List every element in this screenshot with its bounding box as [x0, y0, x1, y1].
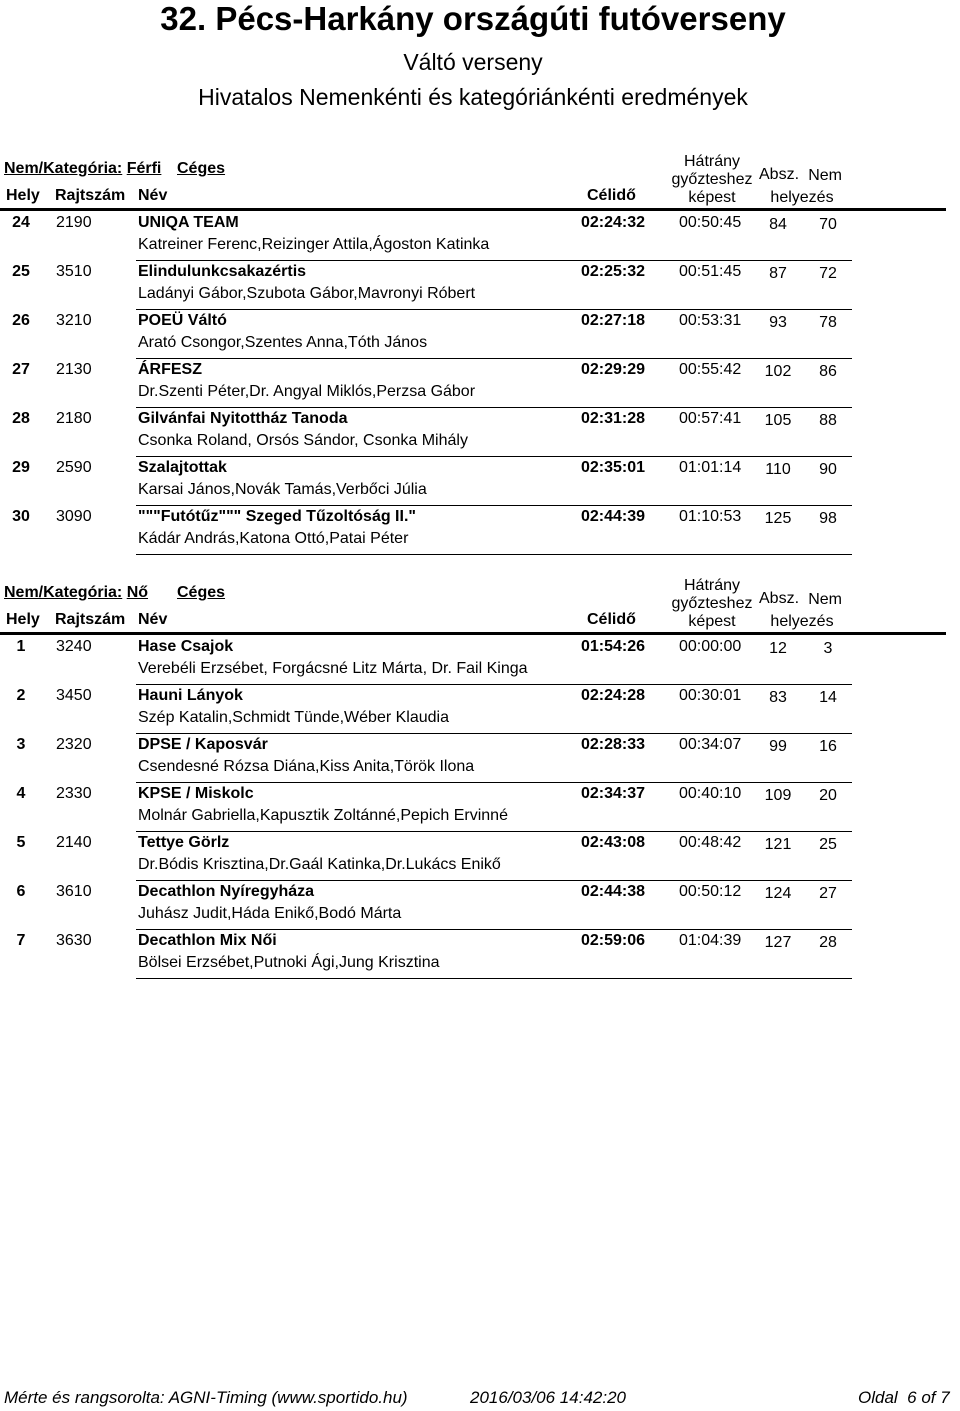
row-gender-place: 86	[819, 363, 837, 380]
table-row	[0, 361, 960, 410]
row-members: Juhász Judit,Háda Enikő,Bodó Márta	[138, 905, 402, 922]
row-place: 7	[16, 932, 26, 949]
row-team: """Futótűz""" Szeged Tűzoltóság II."	[138, 508, 416, 525]
row-divider	[136, 407, 852, 408]
row-bib: 3210	[56, 312, 92, 329]
row-bib: 3610	[56, 883, 92, 900]
col-header-behind	[662, 577, 762, 631]
row-team: KPSE / Miskolc	[138, 785, 254, 802]
row-bib: 3450	[56, 687, 92, 704]
table-row	[0, 736, 960, 785]
row-finish-time: 02:43:08	[581, 834, 646, 851]
row-place: 1	[16, 638, 26, 655]
row-behind: 00:40:10	[679, 785, 742, 802]
row-divider	[136, 880, 852, 881]
row-abs-place: 93	[769, 314, 787, 331]
footer-page-of: of	[921, 1388, 936, 1407]
row-behind: 00:50:12	[679, 883, 742, 900]
row-divider	[136, 782, 852, 783]
col-header-name: Név	[138, 187, 168, 204]
row-behind: 00:53:31	[679, 312, 742, 329]
category-header	[4, 160, 161, 178]
page-subtitle-2: Hivatalos Nemenkénti és kategóriánkénti eredmények	[198, 84, 748, 110]
row-place: 24	[12, 214, 30, 231]
row-gender-place: 72	[819, 265, 837, 282]
row-gender-place: 70	[819, 216, 837, 233]
table-row	[0, 932, 960, 981]
table-row	[0, 214, 960, 263]
row-finish-time: 02:29:29	[581, 361, 646, 378]
category-value: Férfi	[126, 160, 162, 177]
row-abs-place: 109	[764, 787, 792, 804]
row-finish-time: 02:31:28	[581, 410, 646, 427]
row-behind: 00:30:01	[679, 687, 742, 704]
row-gender-place: 78	[819, 314, 837, 331]
row-place: 27	[12, 361, 30, 378]
row-finish-time: 02:28:33	[581, 736, 646, 753]
row-members: Bölsei Erzsébet,Putnoki Ági,Jung Krisztina	[138, 954, 440, 971]
table-row	[0, 785, 960, 834]
table-row	[0, 638, 960, 687]
row-members: Kádár András,Katona Ottó,Patai Péter	[138, 530, 409, 547]
row-place: 29	[12, 459, 30, 476]
col-header-place: Hely	[6, 187, 40, 204]
row-divider	[136, 929, 852, 930]
table-row	[0, 508, 960, 557]
col-header-abs: Absz.	[759, 166, 800, 183]
row-team: Szalajtottak	[138, 459, 227, 476]
row-place: 5	[16, 834, 26, 851]
row-gender-place: 25	[819, 836, 837, 853]
col-header-gender-1: Nem	[808, 167, 842, 184]
table-row	[0, 459, 960, 508]
row-members: Molnár Gabriella,Kapusztik Zoltánné,Pepich Ervinné	[138, 807, 508, 824]
col-header-name: Név	[138, 611, 168, 628]
row-behind: 00:00:00	[679, 638, 742, 655]
row-members: Csonka Roland, Orsós Sándor, Csonka Mihály	[138, 432, 468, 449]
category-label: Nem/Kategória:	[4, 584, 123, 601]
table-row	[0, 883, 960, 932]
row-team: Decathlon Mix Női	[138, 932, 277, 949]
row-place: 26	[12, 312, 30, 329]
table-row	[0, 687, 960, 736]
col-header-bib: Rajtszám	[55, 187, 126, 204]
row-bib: 2180	[56, 410, 92, 427]
results-section-men	[0, 150, 960, 555]
header-rule	[0, 632, 946, 635]
row-behind: 00:51:45	[679, 263, 742, 280]
col-header-behind-1: Hátrány	[683, 577, 741, 594]
row-place: 4	[16, 785, 26, 802]
row-abs-place: 99	[769, 738, 787, 755]
row-gender-place: 28	[819, 934, 837, 951]
row-bib: 3240	[56, 638, 92, 655]
col-header-gender-2: helyezés	[770, 189, 834, 206]
footer-timestamp: 2016/03/06 14:42:20	[470, 1388, 626, 1407]
row-gender-place: 3	[823, 640, 833, 657]
row-divider	[136, 456, 852, 457]
company-header: Céges	[177, 584, 226, 601]
row-members: Dr.Szenti Péter,Dr. Angyal Miklós,Perzsa Gábor	[138, 383, 476, 400]
footer-page-label: Oldal	[858, 1388, 898, 1407]
row-place: 28	[12, 410, 30, 427]
row-team: Hase Csajok	[138, 638, 234, 655]
row-gender-place: 20	[819, 787, 837, 804]
row-behind: 00:55:42	[679, 361, 742, 378]
row-members: Dr.Bódis Krisztina,Dr.Gaál Katinka,Dr.Lukács Enikő	[138, 856, 501, 873]
row-bib: 2590	[56, 459, 92, 476]
row-team: Hauni Lányok	[138, 687, 243, 704]
row-members: Szép Katalin,Schmidt Tünde,Wéber Klaudia	[138, 709, 449, 726]
footer-page-num: 6	[907, 1388, 917, 1407]
row-team: Tettye Görlz	[138, 834, 230, 851]
header-rule	[0, 208, 946, 211]
row-behind: 00:34:07	[679, 736, 742, 753]
category-header	[4, 584, 148, 602]
col-header-behind-2: győzteshez	[671, 171, 753, 188]
row-gender-place: 90	[819, 461, 837, 478]
footer-page-total: 7	[940, 1388, 950, 1407]
row-gender-place: 98	[819, 510, 837, 527]
row-team: DPSE / Kaposvár	[138, 736, 268, 753]
row-abs-place: 110	[765, 461, 791, 478]
table-row	[0, 834, 960, 883]
row-divider	[136, 358, 852, 359]
row-abs-place: 105	[764, 412, 792, 429]
category-label: Nem/Kategória:	[4, 160, 123, 177]
row-bib: 2320	[56, 736, 92, 753]
col-header-bib: Rajtszám	[55, 611, 126, 628]
row-place: 30	[12, 508, 30, 525]
table-row	[0, 410, 960, 459]
row-divider	[136, 831, 852, 832]
row-abs-place: 102	[764, 363, 792, 380]
row-finish-time: 02:34:37	[581, 785, 646, 802]
row-behind: 00:50:45	[679, 214, 742, 231]
row-bib: 2330	[56, 785, 92, 802]
col-header-behind-3: képest	[688, 189, 736, 206]
col-header-abs: Absz.	[759, 590, 800, 607]
row-gender-place: 27	[819, 885, 837, 902]
page-subtitle: Váltó verseny	[403, 49, 543, 75]
row-team: Elindulunkcsakazértis	[138, 263, 307, 280]
row-members: Ladányi Gábor,Szubota Gábor,Mavronyi Róbert	[138, 285, 476, 302]
row-bib: 3510	[56, 263, 92, 280]
row-gender-place: 88	[819, 412, 837, 429]
row-abs-place: 121	[764, 836, 792, 853]
table-row	[0, 263, 960, 312]
col-header-finish: Célidő	[587, 611, 636, 628]
row-divider	[136, 260, 852, 261]
page-title: 32. Pécs-Harkány országúti futóverseny	[160, 0, 786, 37]
row-finish-time: 02:44:38	[581, 883, 646, 900]
row-finish-time: 02:25:32	[581, 263, 646, 280]
row-place: 6	[16, 883, 26, 900]
row-behind: 01:01:14	[679, 459, 742, 476]
row-abs-place: 127	[764, 934, 792, 951]
row-divider	[136, 733, 852, 734]
row-bib: 3090	[56, 508, 92, 525]
row-members: Csendesné Rózsa Diána,Kiss Anita,Török Ilona	[138, 758, 475, 775]
col-header-gender-1: Nem	[808, 591, 842, 608]
row-members: Karsai János,Novák Tamás,Verbőci Júlia	[138, 481, 427, 498]
row-bib: 2140	[56, 834, 92, 851]
row-team: Decathlon Nyíregyháza	[138, 883, 315, 900]
row-behind: 01:10:53	[679, 508, 742, 525]
row-place: 2	[16, 687, 26, 704]
row-gender-place: 16	[819, 738, 837, 755]
row-finish-time: 02:44:39	[581, 508, 646, 525]
row-divider	[136, 554, 852, 555]
row-abs-place: 124	[764, 885, 792, 902]
row-finish-time: 02:59:06	[581, 932, 646, 949]
col-header-gender-2: helyezés	[770, 613, 834, 630]
company-header: Céges	[177, 160, 226, 177]
row-finish-time: 02:27:18	[581, 312, 646, 329]
row-place: 3	[16, 736, 26, 753]
row-abs-place: 87	[769, 265, 787, 282]
col-header-behind-3: képest	[688, 613, 736, 630]
row-bib: 2190	[56, 214, 92, 231]
col-header-gender	[762, 589, 842, 633]
footer-page-info	[858, 1388, 950, 1408]
col-header-place: Hely	[6, 611, 40, 628]
row-divider	[136, 505, 852, 506]
table-row	[0, 312, 960, 361]
row-behind: 00:48:42	[679, 834, 742, 851]
row-team: POEÜ Váltó	[138, 312, 227, 329]
row-divider	[136, 684, 852, 685]
category-value: Nő	[126, 584, 149, 601]
row-bib: 3630	[56, 932, 92, 949]
col-header-behind-1: Hátrány	[683, 153, 741, 170]
row-bib: 2130	[56, 361, 92, 378]
row-abs-place: 12	[769, 640, 787, 657]
row-gender-place: 14	[819, 689, 837, 706]
col-header-behind	[662, 153, 762, 207]
row-finish-time: 01:54:26	[581, 638, 646, 655]
row-finish-time: 02:35:01	[581, 459, 646, 476]
row-members: Katreiner Ferenc,Reizinger Attila,Ágoston Katinka	[138, 236, 490, 253]
row-place: 25	[12, 263, 30, 280]
row-members: Verebéli Erzsébet, Forgácsné Litz Márta, Dr. Fail Kinga	[138, 660, 528, 677]
col-header-behind-2: győzteshez	[671, 595, 753, 612]
col-header-finish: Célidő	[587, 187, 636, 204]
row-abs-place: 83	[769, 689, 787, 706]
row-team: UNIQA TEAM	[138, 214, 239, 231]
row-team: ÁRFESZ	[138, 361, 202, 378]
row-behind: 01:04:39	[679, 932, 742, 949]
row-divider	[136, 309, 852, 310]
row-team: Gilvánfai Nyitottház Tanoda	[138, 410, 348, 427]
row-behind: 00:57:41	[679, 410, 742, 427]
row-abs-place: 84	[769, 216, 787, 233]
row-divider	[136, 978, 852, 979]
results-section-women	[0, 574, 960, 984]
row-finish-time: 02:24:28	[581, 687, 646, 704]
col-header-gender	[762, 165, 842, 209]
row-abs-place: 125	[764, 510, 792, 527]
row-finish-time: 02:24:32	[581, 214, 646, 231]
footer-credit: Mérte és rangsorolta: AGNI-Timing (www.sportido.hu)	[4, 1388, 408, 1407]
row-members: Arató Csongor,Szentes Anna,Tóth János	[138, 334, 428, 351]
